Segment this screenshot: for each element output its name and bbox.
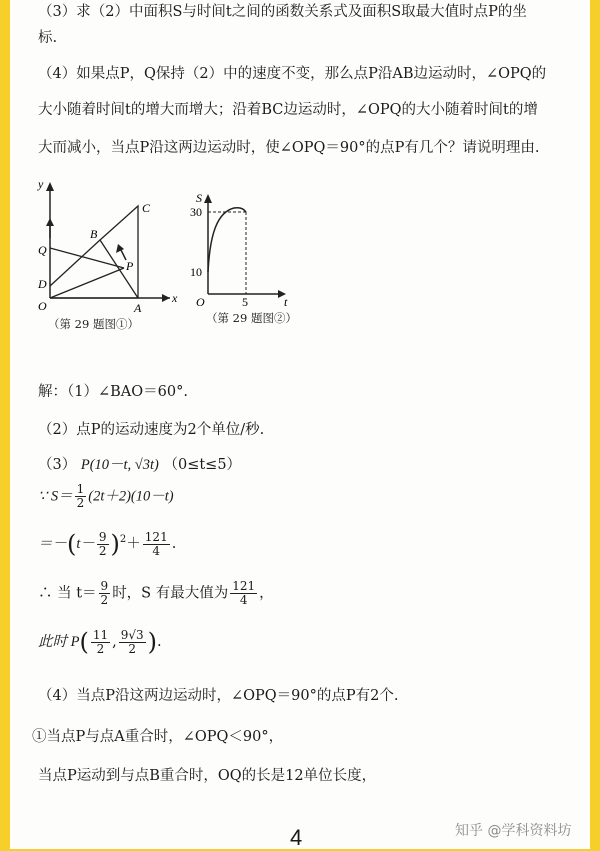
figure-2-caption: （第 29 题图②）: [206, 311, 297, 325]
fig1-y-arrow: [46, 182, 54, 191]
fig1-segment-db: [50, 240, 100, 286]
vertex-prefix: ＝－: [38, 536, 67, 552]
vertex-h: [97, 531, 109, 558]
p-y-num: 9√3: [120, 627, 144, 642]
fig1-label-o: O: [38, 299, 47, 313]
solution-part4: （4）当点P沿这两边运动时，∠OPQ＝90°的点P有2个.: [38, 688, 399, 704]
solution-part4-case2: 当点P运动到与点B重合时，OQ的长是12单位长度，: [38, 768, 377, 784]
p-close-paren: ): [147, 628, 158, 656]
max-s: [230, 580, 257, 607]
q4-line1: （4）如果点P，Q保持（2）中的速度不变，那么点P沿AB边运动时，∠OPQ的: [38, 66, 547, 82]
fig2-label-t: t: [284, 295, 288, 309]
fig1-label-d: D: [38, 277, 47, 291]
part3-coordinate: P(10－t, √3t): [80, 457, 159, 473]
fig1-segment-op: [50, 268, 124, 298]
part3-range: （0≤t≤5）: [163, 457, 242, 473]
max-statement: ∴ 当 t＝ $\frac{9}{2}$ 时，S 有最大值为 $\frac{121}{4}$ ，: [38, 579, 274, 607]
fig2-label-s: S: [196, 192, 202, 205]
max-t-num: 9: [100, 579, 109, 593]
max-s-den: 4: [239, 593, 248, 607]
vertex-k: [143, 531, 170, 558]
area-eq-prefix: ∵ S＝: [38, 488, 73, 505]
part3-label: （3）: [38, 457, 77, 473]
fig2-tick-10: 10: [190, 265, 202, 279]
p-x-den: 2: [96, 641, 105, 656]
fig1-segment-qp: [50, 248, 124, 268]
q4-line2: 大小随着时间t的增大而增大；沿着BC边运动时，∠OPQ的大小随着时间t的增: [38, 102, 538, 118]
fig2-tick-5: 5: [242, 295, 248, 309]
solution-part4-case1: ①当点P与点A重合时，∠OPQ＜90°，: [32, 729, 284, 745]
page-number: 4: [290, 825, 303, 850]
max-t-den: 2: [100, 593, 109, 607]
area-equation: [38, 483, 174, 510]
p-open-paren: (: [79, 628, 89, 656]
fig2-label-o: O: [196, 295, 205, 309]
vertex-k-den: 4: [152, 543, 161, 558]
fig2-s-arrow: [204, 194, 212, 203]
solution-header: 解：（1）∠BAO＝60°.: [38, 384, 188, 400]
max-s-num: 121: [232, 579, 256, 593]
fig1-label-a: A: [134, 301, 142, 315]
vertex-h-den: 2: [98, 543, 107, 558]
vertex-close-paren: ): [110, 530, 120, 558]
vertex-h-num: 9: [98, 529, 107, 544]
vertex-plus: ＋: [126, 536, 141, 552]
vertex-open-paren: (: [67, 530, 77, 558]
fig1-x-arrow: [162, 294, 170, 302]
p-y: [119, 629, 146, 656]
p-y-den: 2: [128, 641, 137, 656]
solution-part2: （2）点P的运动速度为2个单位/秒.: [38, 422, 265, 438]
q3-line2: 标.: [38, 30, 58, 46]
p-x-num: 11: [92, 627, 109, 642]
vertex-form: ＝－(t－ $\frac{9}{2}$ )$^2$＋ $\frac{121}{4}$ .: [38, 529, 177, 558]
vertex-k-num: 121: [144, 529, 168, 544]
figure-1-diagram: [30, 178, 180, 318]
solution-part3: [38, 453, 241, 474]
q3-line1: （3）求（2）中面积S与时间t之间的函数关系式及面积S取最大值时点P的坐: [38, 4, 527, 20]
fig2-tick-30: 30: [190, 205, 202, 219]
vertex-inner: t－: [76, 536, 95, 552]
fig1-label-c: C: [142, 201, 151, 215]
max-prefix: ∴ 当 t＝: [38, 585, 97, 602]
area-eq-half: [75, 483, 87, 510]
fig1-label-q: Q: [38, 243, 47, 257]
p-prefix: 此时 P: [38, 634, 80, 650]
vertex-square: 2: [119, 534, 127, 546]
figure-1-caption: （第 29 题图①）: [48, 317, 139, 331]
fig1-label-b: B: [90, 227, 98, 241]
area-eq-half-num: 1: [76, 482, 85, 496]
fig1-label-p: P: [126, 259, 134, 273]
point-p-coordinate: 此时 P( $\frac{11}{2}$ , $\frac{9√3}{2}$ ).: [38, 627, 162, 656]
area-eq-half-den: 2: [76, 496, 85, 510]
fig1-label-y: y: [38, 178, 44, 191]
max-t: [99, 580, 111, 607]
fig1-q-direction-head: [46, 218, 54, 226]
fig1-label-x: x: [172, 291, 178, 305]
fig2-curve: [208, 208, 246, 272]
figure-2-graph: [188, 192, 298, 312]
p-x: [91, 629, 110, 656]
area-eq-rest: (2t＋2)(10－t): [88, 488, 174, 505]
paper-page: [10, 0, 590, 849]
fig1-p-direction-head: [116, 244, 124, 253]
max-mid: 时，S 有最大值为: [112, 585, 229, 602]
q4-line3: 大而减小，当点P沿这两边运动时，使∠OPQ＝90°的点P有几个？请说明理由.: [38, 140, 540, 156]
watermark: 知乎 @学科资料坊: [455, 823, 572, 839]
